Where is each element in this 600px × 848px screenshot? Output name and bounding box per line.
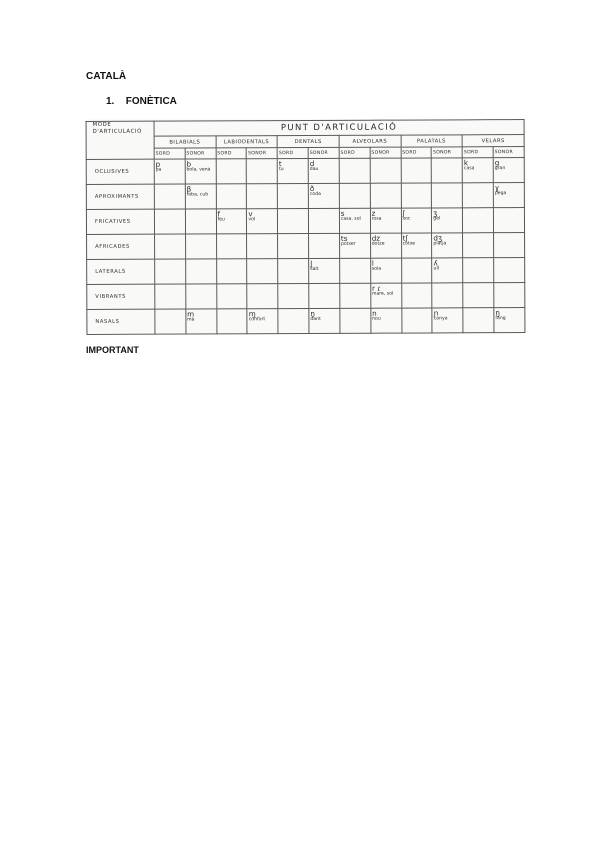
chart-cell <box>155 309 186 334</box>
chart-cell <box>185 234 216 259</box>
phoneme-example: fang <box>495 316 506 322</box>
phoneme-example: rosa <box>371 216 382 222</box>
phoneme-example: dau <box>309 166 319 172</box>
phoneme-symbol: v <box>248 209 253 219</box>
phoneme-example: ull <box>433 266 440 272</box>
voiceless-header: SORD <box>277 147 308 158</box>
phoneme-example: pega <box>494 191 507 197</box>
voiceless-header: SORD <box>154 148 185 159</box>
chart-cell <box>278 308 309 333</box>
chart-cell <box>463 308 494 333</box>
corner-header <box>86 121 154 159</box>
chart-cell <box>340 308 371 333</box>
phoneme-symbol: dʒ <box>433 233 443 243</box>
phoneme-example: roba, cub <box>186 192 209 198</box>
place-header-palatals: PALATALS <box>401 135 463 147</box>
phoneme-example: mà <box>187 317 195 323</box>
table-row <box>87 233 525 260</box>
voiceless-header: SORD <box>216 148 247 159</box>
phoneme-symbol: n̪ <box>310 308 315 318</box>
phoneme-symbol: ɣ <box>494 183 500 193</box>
phoneme-example: gran <box>494 166 506 172</box>
table-row <box>87 283 525 310</box>
chart-cell <box>247 159 278 184</box>
phoneme-example: tu <box>278 167 284 173</box>
phoneme-example: nou <box>372 316 381 322</box>
phoneme-example: mare, sol <box>371 291 394 297</box>
phoneme-symbol: ð <box>309 183 315 193</box>
phoneme-symbol: d <box>309 158 315 168</box>
phoneme-example: feu <box>217 217 225 223</box>
chart-cell <box>432 208 463 233</box>
phoneme-example: gel <box>433 216 441 222</box>
phoneme-example: potser <box>340 241 356 247</box>
phoneme-example: coda <box>309 191 321 197</box>
chart-cell <box>308 208 339 233</box>
voiced-header: SONOR <box>431 147 462 158</box>
chart-cell <box>432 233 463 258</box>
chart-cell <box>370 183 401 208</box>
document-title: CATALÀ <box>86 71 127 82</box>
section-number: 1. <box>106 96 115 107</box>
place-header-velars: VELARS <box>462 135 524 147</box>
chart-cell <box>185 284 216 309</box>
chart-cell <box>370 158 401 183</box>
chart-cell <box>154 234 185 259</box>
voiced-header: SONOR <box>308 147 339 158</box>
manner-label: VIBRANTS <box>87 284 155 309</box>
chart-cell <box>370 258 401 283</box>
chart-cell <box>309 233 340 258</box>
voiceless-header: SORD <box>339 147 370 158</box>
consonant-chart <box>86 119 526 335</box>
chart-cell <box>155 284 186 309</box>
place-header-labiodentals: LABIODENTALS <box>216 136 278 148</box>
table-row <box>86 183 524 210</box>
phoneme-symbol: m <box>187 309 195 319</box>
chart-cell <box>463 258 494 283</box>
chart-cell <box>493 158 524 183</box>
chart-cell <box>216 234 247 259</box>
table-row <box>87 258 525 285</box>
phoneme-symbol: r ɾ <box>371 283 382 293</box>
table-row <box>86 208 524 235</box>
chart-cell <box>494 283 525 308</box>
chart-cell <box>277 158 308 183</box>
chart-cell <box>185 209 216 234</box>
chart-cell <box>462 158 493 183</box>
phoneme-symbol: n <box>372 308 377 318</box>
chart-cell <box>401 183 432 208</box>
phoneme-example: casa, sol <box>340 216 361 222</box>
chart-cell <box>185 184 216 209</box>
chart-cell <box>370 208 401 233</box>
phoneme-symbol: z <box>371 208 376 218</box>
chart-cell <box>401 308 432 333</box>
manner-label: APROXIMANTS <box>86 184 154 209</box>
chart-cell <box>339 208 370 233</box>
chart-cell <box>154 209 185 234</box>
phoneme-symbol: l̪ <box>310 258 313 268</box>
chart-cell <box>154 159 185 184</box>
chart-cell <box>155 259 186 284</box>
corner-line-2: D'ARTICULACIÓ <box>92 128 142 135</box>
voiceless-header: SORD <box>401 147 432 158</box>
voiced-header: SONOR <box>247 148 278 159</box>
chart-cell <box>247 234 278 259</box>
chart-cell <box>432 183 463 208</box>
chart-cell <box>463 283 494 308</box>
chart-cell <box>278 183 309 208</box>
phoneme-symbol: ɲ <box>433 308 439 318</box>
chart-cell <box>278 258 309 283</box>
phoneme-symbol: ʒ <box>433 208 438 218</box>
phoneme-symbol: l <box>371 258 374 268</box>
chart-cell <box>247 309 278 334</box>
chart-cell <box>216 209 247 234</box>
phoneme-example: salt <box>310 266 319 272</box>
chart-cell <box>339 258 370 283</box>
chart-cell <box>216 184 247 209</box>
chart-cell <box>308 183 339 208</box>
chart-cell <box>309 258 340 283</box>
chart-cell <box>309 308 340 333</box>
voiced-header: SONOR <box>185 148 216 159</box>
phoneme-symbol: dz <box>371 233 381 243</box>
phoneme-symbol: ts <box>340 233 348 243</box>
phoneme-example: xoc <box>402 216 411 222</box>
point-of-articulation-header: PUNT D'ARTICULACIÓ <box>154 120 524 137</box>
phoneme-symbol: β <box>186 184 192 194</box>
chart-cell <box>247 209 278 234</box>
chart-cell <box>185 159 216 184</box>
chart-cell <box>247 284 278 309</box>
chart-cell <box>401 233 432 258</box>
phoneme-symbol: g <box>494 158 500 168</box>
place-header-alveolars: ALVEOLARS <box>339 135 401 147</box>
chart-cell <box>185 259 216 284</box>
chart-cell <box>432 158 463 183</box>
manner-label: FRICATIVES <box>86 209 154 234</box>
chart-cell <box>339 233 370 258</box>
chart-cell <box>494 258 525 283</box>
place-header-bilabials: BILABIALS <box>154 136 216 148</box>
chart-cell <box>278 208 309 233</box>
voiceless-header: SORD <box>462 147 493 158</box>
chart-cell <box>493 208 524 233</box>
chart-cell <box>432 283 463 308</box>
chart-cell <box>370 283 401 308</box>
chart-cell <box>371 308 402 333</box>
chart-cell <box>401 208 432 233</box>
phoneme-example: sola <box>371 266 382 272</box>
phonetics-table-photo <box>86 120 525 332</box>
chart-cell <box>401 258 432 283</box>
phoneme-symbol: b <box>186 159 192 169</box>
chart-cell <box>216 309 247 334</box>
chart-cell <box>216 159 247 184</box>
phoneme-example: vol <box>248 217 256 223</box>
phoneme-symbol: p <box>155 159 161 169</box>
chart-cell <box>154 184 185 209</box>
phoneme-example: confort <box>248 317 266 323</box>
chart-cell <box>370 233 401 258</box>
phoneme-symbol: t <box>278 159 282 169</box>
chart-cell <box>339 158 370 183</box>
phoneme-example: casa <box>463 166 475 172</box>
chart-cell <box>340 283 371 308</box>
manner-label: OCLUSIVES <box>86 159 154 184</box>
chart-cell <box>462 183 493 208</box>
phoneme-symbol: ɱ <box>248 309 256 319</box>
chart-cell <box>247 184 278 209</box>
table-row <box>86 158 524 185</box>
phoneme-example: bola, vena <box>186 167 211 173</box>
phoneme-example: dant <box>310 316 321 322</box>
manner-label: AFRICADES <box>87 234 155 259</box>
chart-cell <box>401 158 432 183</box>
phoneme-symbol: tʃ <box>402 233 408 243</box>
place-header-dentals: DENTALS <box>277 135 339 147</box>
section-heading <box>106 96 177 107</box>
phoneme-example: platja <box>433 241 447 247</box>
section-title: FONÈTICA <box>125 96 177 107</box>
chart-cell <box>309 283 340 308</box>
phoneme-example: canya <box>433 316 448 322</box>
chart-cell <box>186 309 217 334</box>
chart-cell <box>308 158 339 183</box>
chart-cell <box>463 233 494 258</box>
phoneme-example: dotze <box>371 241 385 247</box>
chart-cell <box>278 283 309 308</box>
phoneme-symbol: ʃ <box>402 208 405 218</box>
phoneme-example: cotxe <box>402 241 416 247</box>
voiced-header: SONOR <box>370 147 401 158</box>
phoneme-symbol: k <box>463 158 469 168</box>
phoneme-symbol: ŋ <box>495 308 500 318</box>
phoneme-symbol: ʎ <box>433 258 438 268</box>
table-row <box>87 308 525 335</box>
chart-cell <box>432 258 463 283</box>
manner-label: LATERALS <box>87 259 155 284</box>
chart-cell <box>216 284 247 309</box>
chart-cell <box>401 283 432 308</box>
voiced-header: SONOR <box>493 147 524 158</box>
chart-cell <box>432 308 463 333</box>
corner-line-1: MODE <box>92 121 112 128</box>
chart-cell <box>493 183 524 208</box>
chart-cell <box>494 308 525 333</box>
important-heading: IMPORTANT <box>86 345 139 355</box>
chart-cell <box>463 208 494 233</box>
phoneme-symbol: s <box>340 208 345 218</box>
phoneme-symbol: f <box>217 209 221 219</box>
chart-cell <box>247 259 278 284</box>
chart-cell <box>339 183 370 208</box>
phoneme-example: pa <box>155 167 162 173</box>
manner-label: NASALS <box>87 309 155 334</box>
chart-cell <box>216 259 247 284</box>
chart-cell <box>494 233 525 258</box>
chart-cell <box>278 233 309 258</box>
